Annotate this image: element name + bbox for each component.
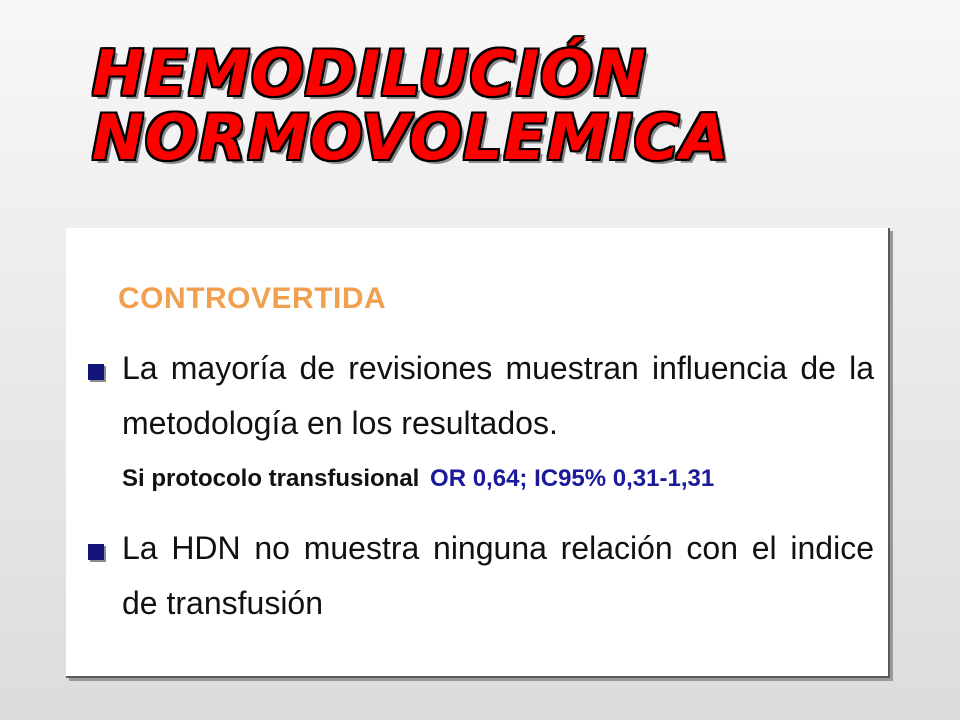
square-bullet-icon [88,544,104,560]
slide-title-line-2: NORMOVOLEMICA [92,101,730,174]
protocol-label: Si protocolo transfusional [122,465,420,492]
section-heading: CONTROVERTIDA [118,282,387,315]
content-box [66,228,890,678]
square-bullet-icon [88,364,104,380]
slide-title-line-1: HEMODILUCIÓN [92,37,647,110]
protocol-stats: OR 0,64; IC95% 0,31-1,31 [430,465,715,492]
bullet-text-methodology: La mayoría de revisiones muestran influencia de la metodología en los resultados. [122,350,874,441]
protocol-line [122,465,714,493]
slide-title [92,37,730,174]
bullet-text-transfusion: La HDN no muestra ninguna relación con el indice de transfusión [122,530,874,621]
